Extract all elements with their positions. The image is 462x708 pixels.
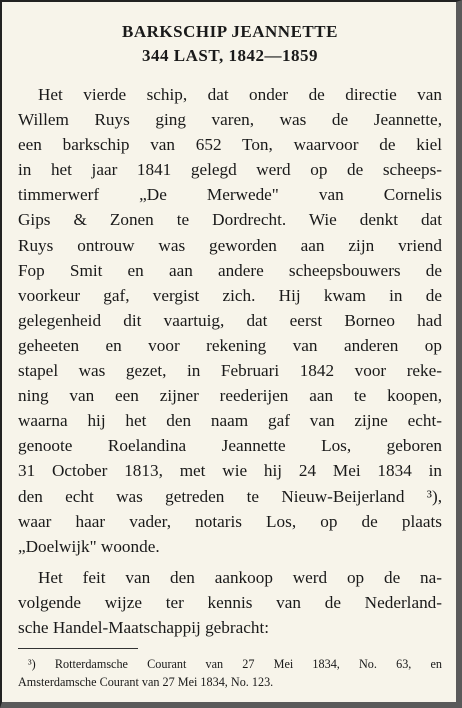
text-line: in het jaar 1841 gelegd werd op de scheeps- <box>18 160 442 180</box>
text-line: genoote Roelandina Jeannette Los, geboren <box>18 436 442 456</box>
text-line: waar haar vader, notaris Los, op de plaats <box>18 511 442 531</box>
document-page <box>18 16 442 691</box>
text-line: „Doelwijk" woonde. <box>18 536 160 556</box>
footnote-line: Amsterdamsche Courant van 27 Mei 1834, No. 123. <box>18 675 274 690</box>
document-subtitle: 344 LAST, 1842—1859 <box>142 46 318 65</box>
text-line: gelegenheid dit vaartuig, dat eerst Borneo had <box>18 310 442 330</box>
text-line: 31 October 1813, met wie hij 24 Mei 1834 in <box>18 461 442 481</box>
footnote-line: ³) Rotterdamsche Courant van 27 Mei 1834, No. 63, en <box>28 657 442 672</box>
text-line: stapel was gezet, in Februari 1842 voor reke- <box>18 361 442 381</box>
paragraph-2 <box>18 565 442 640</box>
text-line: een barkschip van 652 Ton, waarvoor de kiel <box>18 135 442 155</box>
text-line: waarna hij het den naam gaf van zijne echt- <box>18 411 442 431</box>
document-title: BARKSCHIP JEANNETTE <box>122 22 338 41</box>
text-line: ning van een zijner reederijen aan te koopen, <box>18 386 442 406</box>
footnote <box>18 655 442 691</box>
text-line: Fop Smit en aan andere scheepsbouwers de <box>18 260 442 280</box>
text-line: volgende wijze ter kennis van de Nederland- <box>18 592 442 612</box>
text-line: timmerwerf „De Merwede" van Cornelis <box>18 185 442 205</box>
text-line: den echt was getreden te Nieuw-Beijerland ³), <box>18 486 442 506</box>
text-line: voorkeur gaf, vergist zich. Hij kwam in de <box>18 285 442 305</box>
footnote-divider <box>18 648 138 649</box>
text-line: geheeten en voor rekening van anderen op <box>18 335 442 355</box>
paragraph-1 <box>18 82 442 559</box>
text-line: Het feit van den aankoop werd op de na- <box>38 567 442 587</box>
text-line: Willem Ruys ging varen, was de Jeannette, <box>18 110 442 130</box>
text-line: Het vierde schip, dat onder de directie van <box>38 85 442 104</box>
text-line: sche Handel-Maatschappij gebracht: <box>18 617 270 637</box>
text-line: Gips & Zonen te Dordrecht. Wie denkt dat <box>18 210 442 230</box>
text-line: Ruys ontrouw was geworden aan zijn vriend <box>18 235 442 255</box>
